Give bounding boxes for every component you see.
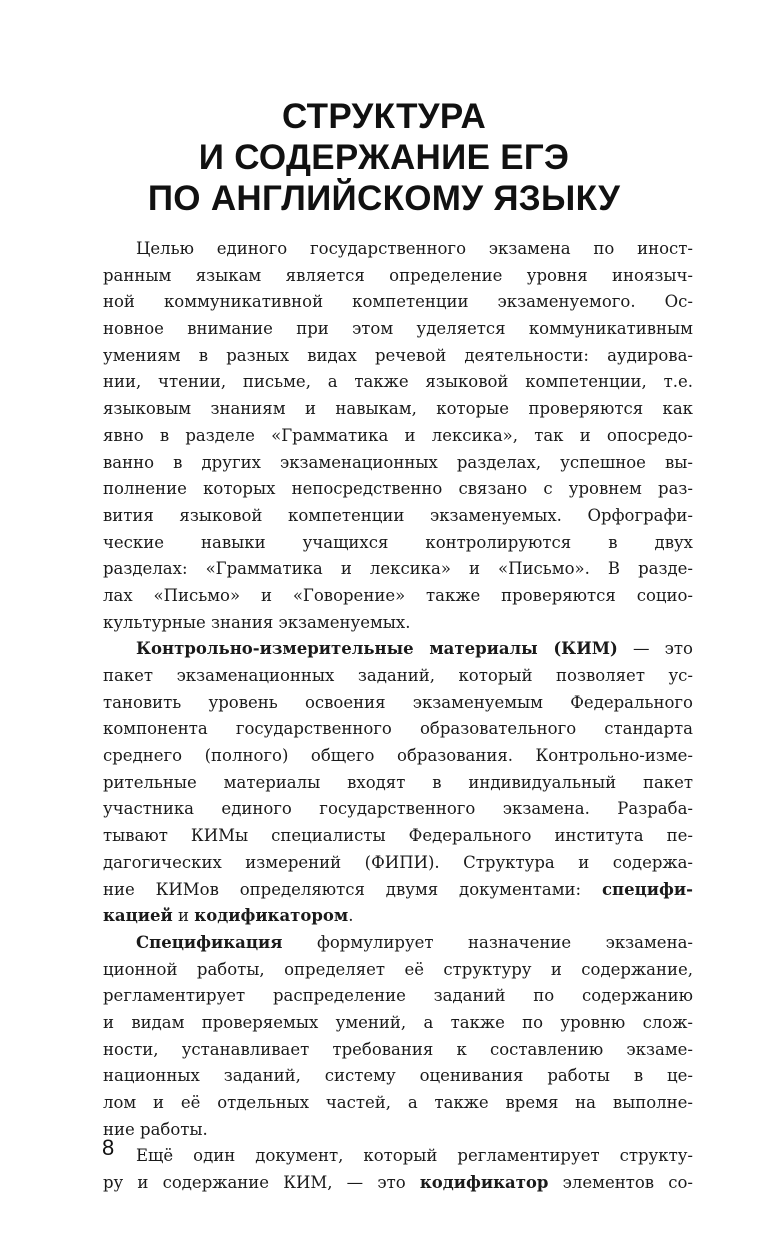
heading-line: ПО АНГЛИЙСКОМУ ЯЗЫКУ xyxy=(147,179,621,218)
paragraph-specification xyxy=(103,930,693,1144)
text-line: ванно в других экзаменационных разделах, успешное вы- xyxy=(103,452,693,472)
heading-line: И СОДЕРЖАНИЕ ЕГЭ xyxy=(198,138,570,177)
text-run: и xyxy=(172,906,195,926)
text-line: ной коммуникативной компетенции экзаменуемого. Ос- xyxy=(103,292,693,312)
text-line: явно в разделе «Грамматика и лексика», так и опосредо- xyxy=(103,425,693,445)
text-line: умениям в разных видах речевой деятельности: аудирова- xyxy=(103,345,693,365)
text-line: участника единого государственного экзамена. Разраба- xyxy=(103,799,693,819)
term-specification: специфи- xyxy=(601,879,693,899)
text-line: ческие навыки учащихся контролируются в двух xyxy=(103,532,693,552)
text-line: разделах: «Грамматика и лексика» и «Письмо». В разде- xyxy=(103,559,693,579)
text-line: рительные материалы входят в индивидуальный пакет xyxy=(103,772,693,792)
text-line: среднего (полного) общего образования. Контрольно-изме- xyxy=(103,746,693,766)
body-text xyxy=(103,236,693,1197)
text-line xyxy=(103,930,693,957)
text-line: дагогических измерений (ФИПИ). Структура и содержа- xyxy=(103,852,693,872)
text-run: — это xyxy=(617,639,693,659)
text-line: новное внимание при этом уделяется коммуникативным xyxy=(103,319,693,339)
term-kim: Контрольно-измерительные материалы (КИМ) xyxy=(136,639,618,659)
text-run: ру и содержание КИМ, — это xyxy=(103,1173,420,1193)
text-line: ности, устанавливает требования к составлению экзаме- xyxy=(103,1039,693,1059)
text-line xyxy=(103,1170,693,1197)
paragraph-goal xyxy=(103,236,693,636)
heading-line: СТРУКТУРА xyxy=(281,97,487,136)
text-line: Ещё один документ, который регламентирует структу- xyxy=(136,1146,693,1166)
text-line: вития языковой компетенции экзаменуемых. Орфографи- xyxy=(103,505,693,525)
text-line xyxy=(103,903,693,930)
text-line: тановить уровень освоения экзаменуемым Федерального xyxy=(103,692,693,712)
text-line: ранным языкам является определение уровня иноязыч- xyxy=(103,265,693,285)
paragraph-codifier xyxy=(103,1143,693,1196)
page-number: 8 xyxy=(102,1135,115,1160)
text-line: лом и её отдельных частей, а также время на выполне- xyxy=(103,1093,693,1112)
text-run: . xyxy=(348,906,354,926)
text-line: языковым знаниям и навыкам, которые проверяются как xyxy=(103,399,693,419)
term-codifier: кодификатор xyxy=(419,1173,549,1193)
term-specification: Спецификация xyxy=(136,932,283,952)
chapter-heading xyxy=(0,96,768,219)
text-line: регламентирует распределение заданий по содержанию xyxy=(103,986,693,1006)
text-run: ние КИМов определяются двумя документами: xyxy=(103,879,602,899)
text-line: полнение которых непосредственно связано с уровнем раз- xyxy=(103,479,693,499)
text-line: пакет экзаменационных заданий, который позволяет ус- xyxy=(103,666,693,685)
term-specification-end: кацией xyxy=(103,906,173,926)
text-line: Целью единого государственного экзамена по иност- xyxy=(136,239,693,258)
paragraph-kim xyxy=(103,636,693,930)
text-line: ние работы. xyxy=(103,1119,208,1139)
text-line: нии, чтении, письме, а также языковой компетенции, т.е. xyxy=(103,372,693,392)
text-run: формулирует назначение экзамена- xyxy=(282,932,693,952)
text-line: компонента государственного образовательного стандарта xyxy=(103,719,693,739)
text-line: тывают КИМы специалисты Федерального института пе- xyxy=(103,826,693,846)
text-run: элементов со- xyxy=(548,1173,693,1193)
text-line: ционной работы, определяет её структуру и содержание, xyxy=(103,959,693,979)
text-line: и видам проверяемых умений, а также по уровню слож- xyxy=(103,1012,693,1032)
text-line: лах «Письмо» и «Говорение» также проверяются социо- xyxy=(103,585,693,605)
text-line xyxy=(103,877,693,904)
text-line xyxy=(103,636,693,663)
text-line: национных заданий, систему оценивания работы в це- xyxy=(103,1066,693,1086)
term-codifier: кодификатором xyxy=(194,906,349,926)
text-line: культурные знания экзаменуемых. xyxy=(103,612,411,632)
